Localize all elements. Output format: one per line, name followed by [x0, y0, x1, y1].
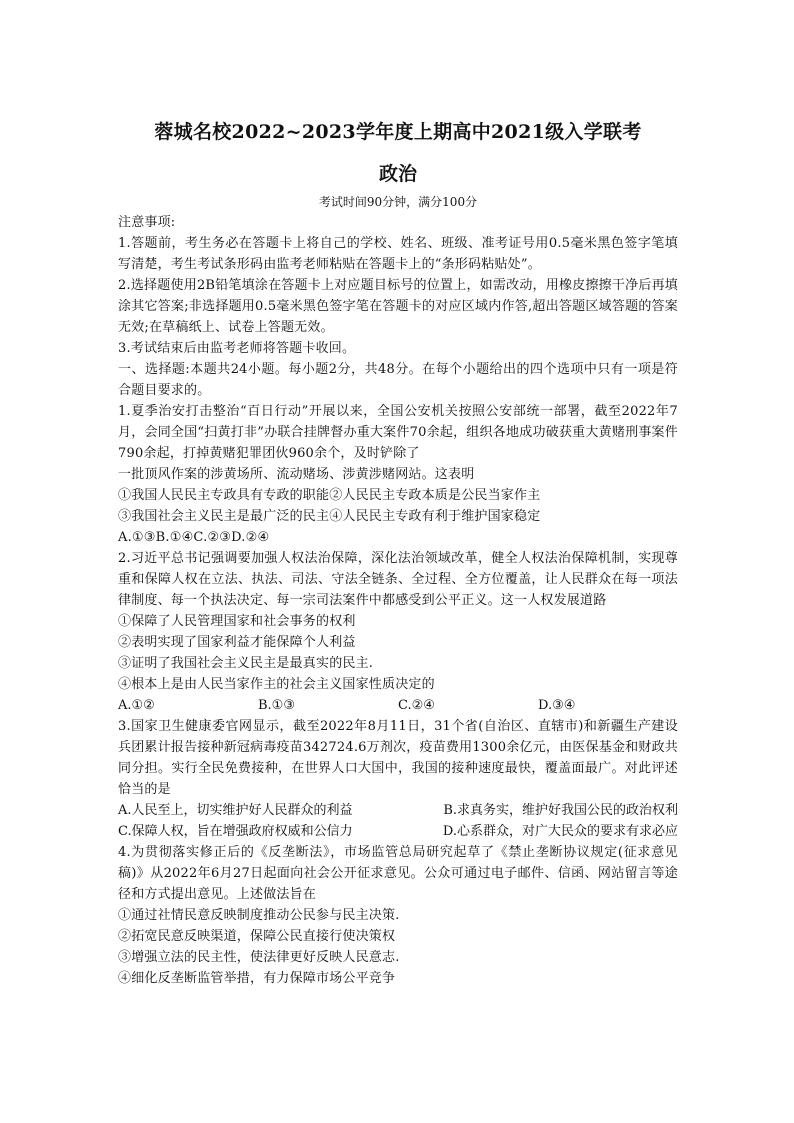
notice-item: 3.考试结束后由监考老师将答题卡收回。 [118, 341, 356, 356]
exam-info: 考试时间90分钟，满分100分 [318, 195, 478, 209]
option-d: D.③④ [538, 698, 576, 713]
question-2-stem: 2.习近平总书记强调要加强人权法治保障，深化法治领域改革，健全人权法治保障机制，实现尊重和保障人权在立法、执法、司法、守法全链条、全过程、全方位覆盖，让人民群众在每一项法律制度、每一个执法决定、每一宗司法案件中都感受到公平正义。这一人权发展道路 [118, 551, 678, 608]
notice-heading: 注意事项: [118, 215, 176, 230]
page-title: 蓉城名校2022~2023学年度上期高中2021级入学联考 [154, 121, 642, 143]
question-4-item: ④细化反垄断监管举措，有力保障市场公平竞争 [118, 971, 396, 986]
question-1-options: A.①③B.①④C.②③D.②④ [118, 530, 270, 545]
question-2-item: ④根本上是由人民当家作主的社会主义国家性质决定的 [118, 677, 435, 692]
option-b: B.①③ [258, 698, 295, 713]
question-4-stem: 4.为贯彻落实修正后的《反垄断法》，市场监管总局研究起草了《禁止垄断协议规定(征求意见稿)》从2022年6月27日起面向社会公开征求意见。公众可通过电子邮件、信函、网站留言等途径和方式提出意见。上述做法旨在 [118, 845, 678, 902]
notice-item: 2.选择题使用2B铅笔填涂在答题卡上对应题目标号的位置上，如需改动，用橡皮擦擦干净后再填涂其它答案;非选择题用0.5毫米黑色签字笔在答题卡的对应区域内作答,超出答题区域答题的答案无效;在草稿纸上、试卷上答题无效。 [118, 278, 678, 335]
question-4-item: ②拓宽民意反映渠道，保障公民直接行使决策权 [118, 929, 396, 944]
exam-page [118, 118, 678, 989]
option-a: A.①② [118, 698, 155, 713]
question-2-item: ③证明了我国社会主义民主是最真实的民主. [118, 656, 374, 671]
question-3-stem: 3.国家卫生健康委官网显示，截至2022年8月11日，31个省(自治区、直辖市)和新疆生产建设兵团累计报告接种新冠病毒疫苗342724.6万剂次，疫苗费用1300余亿元，由医保基金和财政共同分担。实行全民免费接种，在世界人口大国中，我国的接种速度最快，覆盖面最广。对此评述恰当的是 [118, 719, 678, 797]
question-1-stem: 1.夏季治安打击整治“百日行动”开展以来，全国公安机关按照公安部统一部署，截至2022年7月，会同全国“扫黄打非”办联合挂牌督办重大案件70余起，组织各地成功破获重大黄赌刑事案件790余起，打掉黄赌犯罪团伙960余个，及时铲除了 [118, 404, 678, 461]
option-c: C.②④ [398, 698, 435, 713]
option-c: C.保障人权，旨在增强政府权威和公信力 [118, 824, 353, 839]
notice-item: 1.答题前，考生务必在答题卡上将自己的学校、姓名、班级、准考证号用0.5毫米黑色签字笔填写清楚，考生考试条形码由监考老师粘贴在答题卡上的“条形码粘贴处”。 [118, 236, 678, 272]
question-1-choice-line: ①我国人民民主专政具有专政的职能②人民民主专政本质是公民当家作主 [118, 488, 541, 503]
option-d: D.心系群众，对广大民众的要求有求必应 [442, 824, 678, 839]
question-2-item: ②表明实现了国家利益才能保障个人利益 [118, 635, 356, 650]
section-heading: 一、选择题:本题共24小题。每小题2分，共48分。在每个小题给出的四个选项中只有一项是符合题目要求的。 [118, 362, 678, 398]
question-4-item: ③增强立法的民主性，使法律更好反映人民意志. [118, 950, 400, 965]
question-2-item: ①保障了人民管理国家和社会事务的权利 [118, 614, 356, 629]
question-2-options [118, 695, 678, 716]
question-4-item: ①通过社情民意反映制度推动公民参与民主决策. [118, 908, 400, 923]
subject-title: 政治 [378, 163, 417, 185]
option-b: B.求真务实，维护好我国公民的政治权利 [443, 803, 678, 818]
question-3-options-row [118, 800, 678, 821]
question-1-stem-continued: 一批顶风作案的涉黄场所、流动赌场、涉黄涉赌网站。这表明 [118, 467, 475, 482]
option-a: A.人民至上，切实维护好人民群众的利益 [118, 803, 353, 818]
question-1-choice-line: ③我国社会主义民主是最广泛的民主④人民民主专政有利于维护国家稳定 [118, 509, 541, 524]
question-3-options-row [118, 821, 678, 842]
